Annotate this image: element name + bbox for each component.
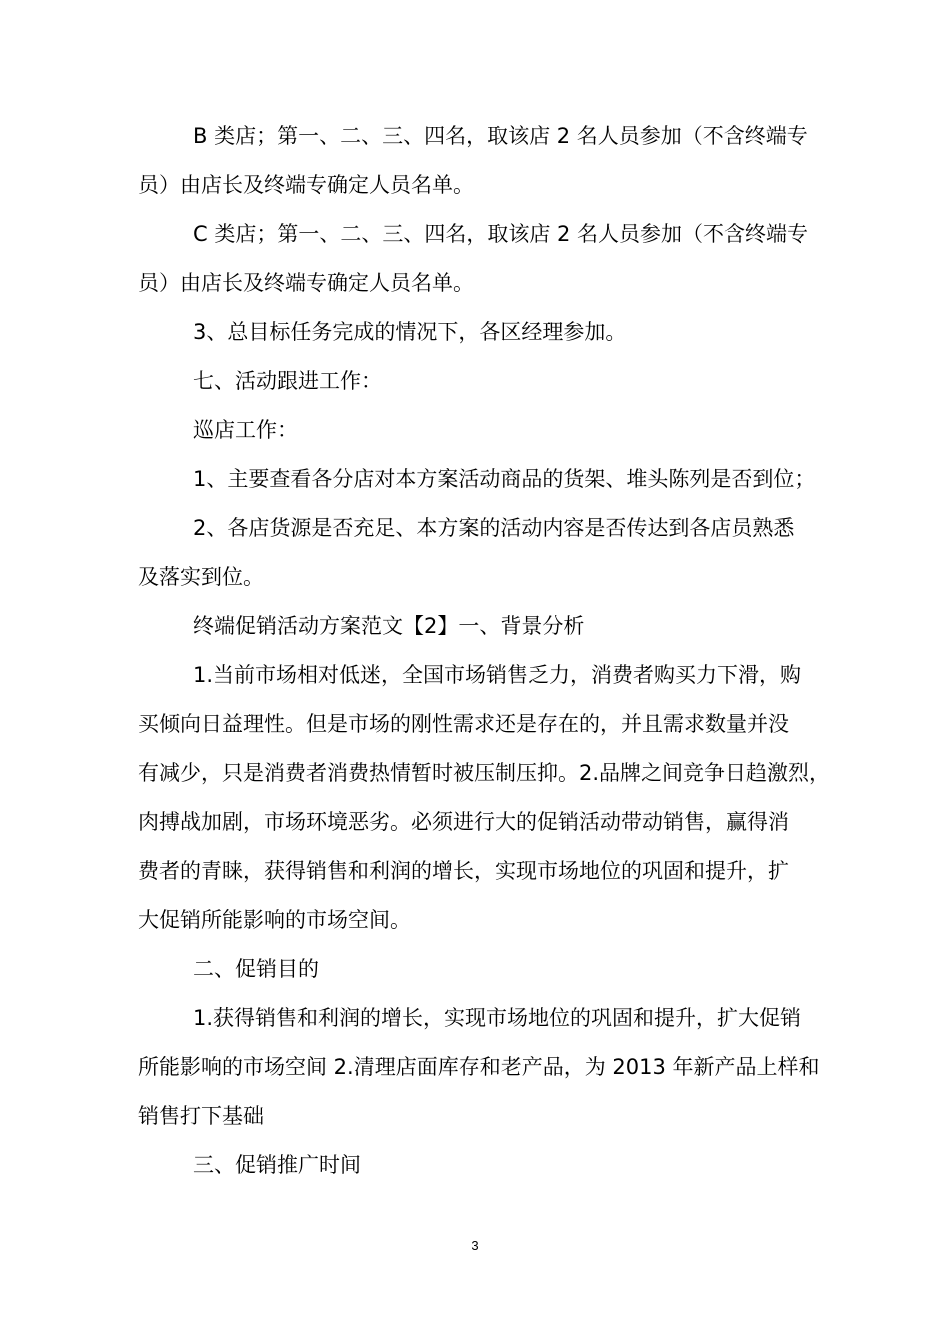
text-line-purpose-2: 所能影响的市场空间 2.清理店面库存和老产品，为 2013 年新产品上样和 — [138, 1055, 820, 1079]
text-line-patrol-2-cont: 及落实到位。 — [138, 565, 264, 589]
text-line-c-store-cont: 员）由店长及终端专确定人员名单。 — [138, 271, 474, 295]
text-line-background-1: 1.当前市场相对低迷，全国市场销售乏力，消费者购买力下滑，购 — [193, 663, 802, 687]
text-line-c-store: C 类店；第一、二、三、四名，取该店 2 名人员参加（不含终端专 — [193, 222, 809, 246]
text-line-purpose-1: 1.获得销售和利润的增长，实现市场地位的巩固和提升，扩大促销 — [193, 1006, 802, 1030]
text-line-patrol-2: 2、各店货源是否充足、本方案的活动内容是否传达到各店员熟悉 — [193, 516, 795, 540]
body-text — [138, 112, 831, 1190]
section-heading-promotion-time: 三、促销推广时间 — [193, 1153, 361, 1177]
text-line-b-store-cont: 员）由店长及终端专确定人员名单。 — [138, 173, 474, 197]
subheading-store-patrol: 巡店工作： — [193, 418, 298, 442]
text-line-background-5: 费者的青睐，获得销售和利润的增长，实现市场地位的巩固和提升，扩 — [138, 859, 789, 883]
text-line-background-2: 买倾向日益理性。但是市场的刚性需求还是存在的，并且需求数量并没 — [138, 712, 789, 736]
text-line-purpose-3: 销售打下基础 — [138, 1104, 264, 1128]
section-heading-background: 终端促销活动方案范文【2】一、背景分析 — [193, 614, 585, 638]
text-line-background-3: 有减少，只是消费者消费热情暂时被压制压抑。2.品牌之间竞争日趋激烈， — [138, 761, 831, 785]
text-line-background-4: 肉搏战加剧，市场环境恶劣。必须进行大的促销活动带动销售，赢得消 — [138, 810, 789, 834]
text-line-item-3: 3、总目标任务完成的情况下，各区经理参加。 — [193, 320, 627, 344]
text-line-background-6: 大促销所能影响的市场空间。 — [138, 908, 411, 932]
text-line-b-store: B 类店；第一、二、三、四名，取该店 2 名人员参加（不含终端专 — [193, 124, 808, 148]
section-heading-purpose: 二、促销目的 — [193, 957, 319, 981]
text-line-patrol-1: 1、主要查看各分店对本方案活动商品的货架、堆头陈列是否到位； — [193, 467, 816, 491]
page-number: 3 — [471, 1238, 479, 1253]
section-heading-follow-up: 七、活动跟进工作： — [193, 369, 382, 393]
